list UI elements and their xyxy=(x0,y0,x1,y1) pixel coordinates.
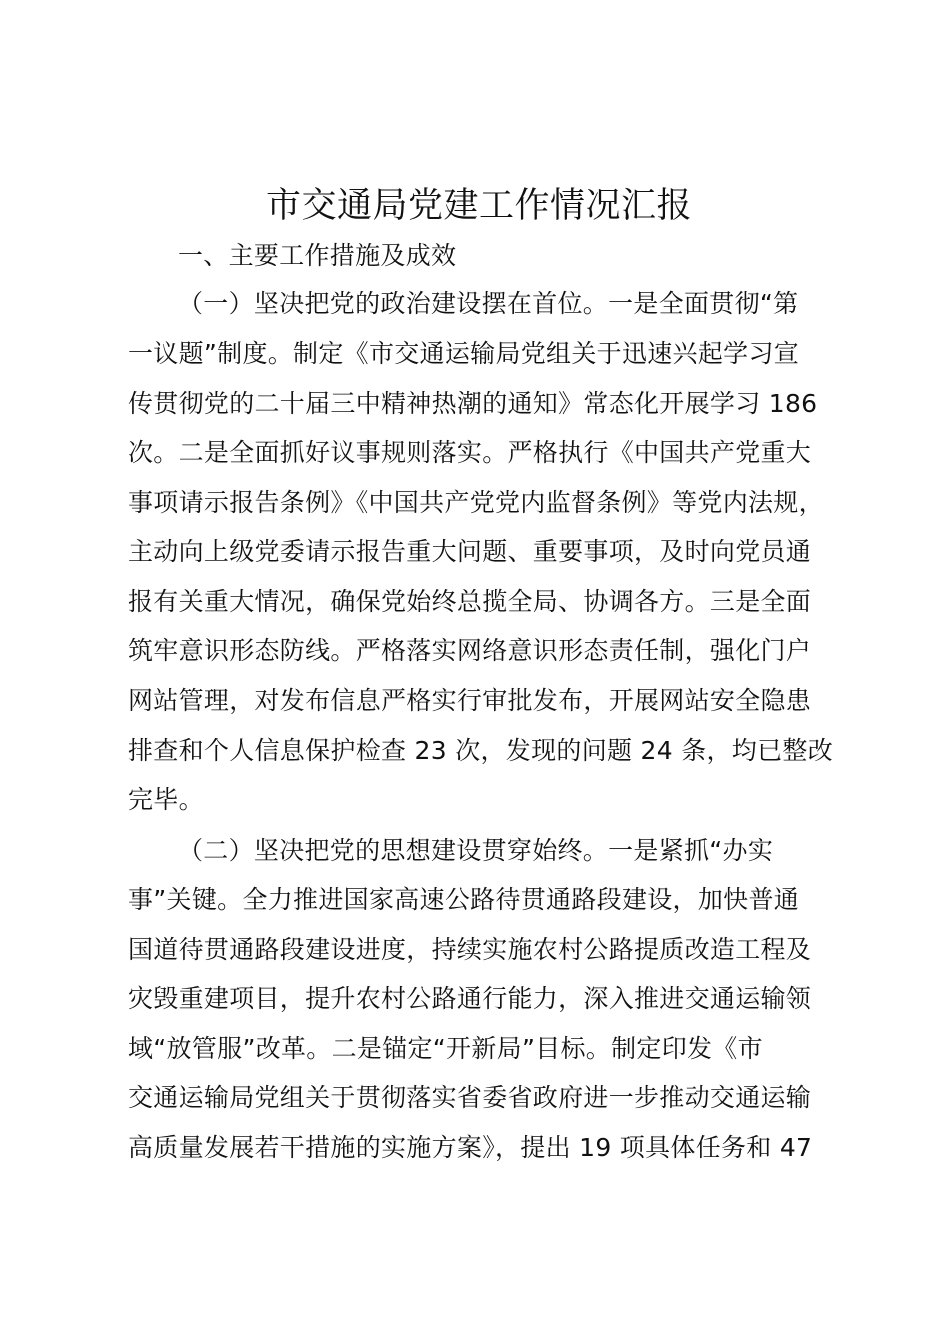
paragraph1-line: 完毕。 xyxy=(128,785,204,814)
paragraph1-line: 排查和个人信息保护检查 23 次，发现的问题 24 条，均已整改 xyxy=(128,736,834,765)
paragraph2-line: 灾毁重建项目，提升农村公路通行能力，深入推进交通运输领 xyxy=(128,984,812,1013)
paragraph1-line: （一）坚决把党的政治建设摆在首位。一是全面贯彻“第 xyxy=(178,289,799,318)
paragraph1-line: 一议题”制度。制定《市交通运输局党组关于迅速兴起学习宣 xyxy=(128,339,800,368)
paragraph1-line: 网站管理，对发布信息严格实行审批发布，开展网站安全隐患 xyxy=(128,686,812,715)
paragraph1-line: 主动向上级党委请示报告重大问题、重要事项，及时向党员通 xyxy=(128,537,812,566)
paragraph1-line: 传贯彻党的二十届三中精神热潮的通知》常态化开展学习 186 xyxy=(128,389,818,418)
paragraph2-line: 域“放管服”改革。二是锚定“开新局”目标。制定印发《市 xyxy=(128,1034,763,1063)
paragraph1-line: 报有关重大情况，确保党始终总揽全局、协调各方。三是全面 xyxy=(128,587,812,616)
paragraph1-line: 事项请示报告条例》《中国共产党党内监督条例》等党内法规， xyxy=(128,488,824,517)
paragraph1-line: 次。二是全面抓好议事规则落实。严格执行《中国共产党重大 xyxy=(128,438,812,467)
document-title: 市交通局党建工作情况汇报 xyxy=(265,186,692,226)
paragraph2-line: （二）坚决把党的思想建设贯穿始终。一是紧抓“办实 xyxy=(178,836,774,865)
paragraph2-line: 国道待贯通路段建设进度，持续实施农村公路提质改造工程及 xyxy=(128,935,812,964)
paragraph2-line: 交通运输局党组关于贯彻落实省委省政府进一步推动交通运输 xyxy=(128,1083,812,1112)
paragraph2-line: 高质量发展若干措施的实施方案》，提出 19 项具体任务和 47 xyxy=(128,1133,813,1162)
paragraph1-line: 筑牢意识形态防线。严格落实网络意识形态责任制，强化门户 xyxy=(128,636,812,665)
section-heading: 一、主要工作措施及成效 xyxy=(178,241,457,270)
paragraph2-line: 事”关键。全力推进国家高速公路待贯通路段建设，加快普通 xyxy=(128,885,800,914)
